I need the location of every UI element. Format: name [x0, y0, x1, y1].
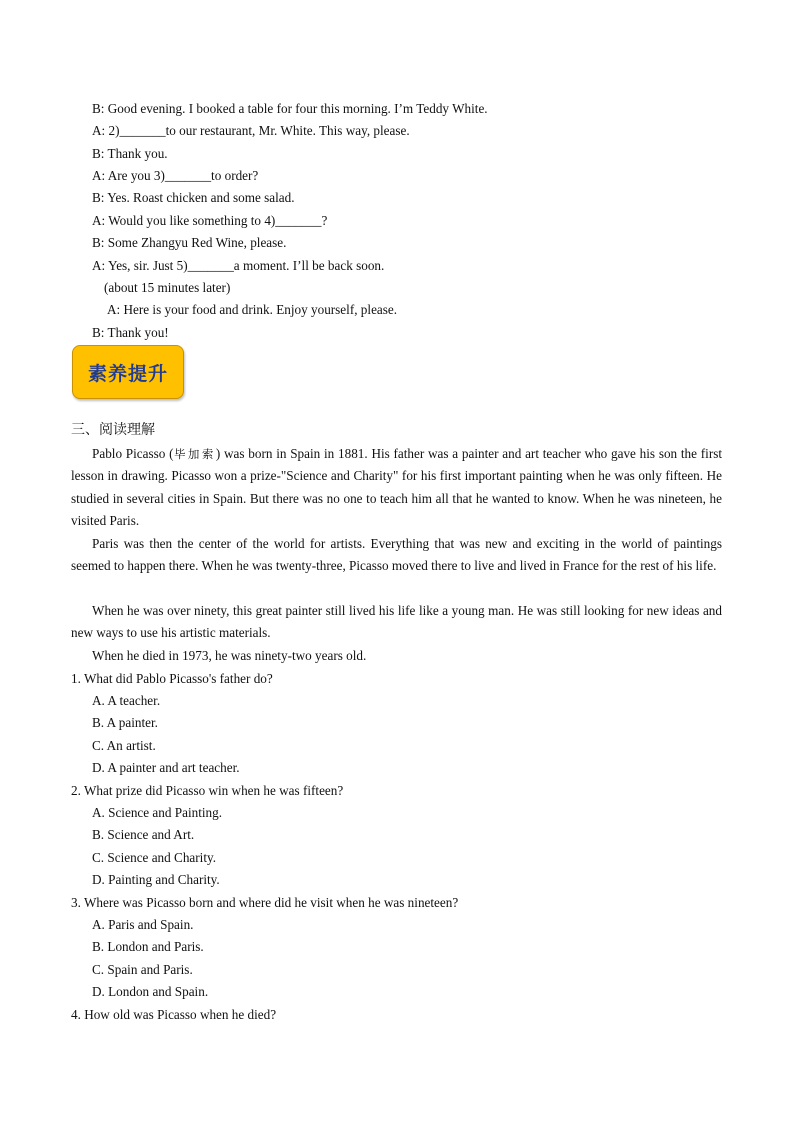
dialogue-line: A: Would you like something to 4)_______?: [92, 213, 328, 228]
dialogue-line: A: Are you 3)_______to order?: [92, 168, 259, 183]
question-option: C. An artist.: [92, 738, 156, 753]
question: 2. What prize did Picasso win when he was fifteen?: [71, 783, 344, 798]
passage-paragraph-4: When he died in 1973, he was ninety-two years old.: [92, 648, 367, 663]
question: 3. Where was Picasso born and where did he visit when he was nineteen?: [71, 895, 459, 910]
question-option: A. Science and Painting.: [92, 805, 223, 820]
question-option: C. Science and Charity.: [92, 850, 217, 865]
dialogue-line: A: 2)_______to our restaurant, Mr. White. This way, please.: [92, 123, 410, 138]
question-option: B. London and Paris.: [92, 939, 204, 954]
dialogue-line: A: Here is your food and drink. Enjoy yourself, please.: [107, 302, 398, 317]
question-option: C. Spain and Paris.: [92, 962, 193, 977]
question: 1. What did Pablo Picasso's father do?: [71, 671, 273, 686]
dialogue-line: B: Good evening. I booked a table for four this morning. I’m Teddy White.: [92, 101, 488, 116]
dialogue-line: A: Yes, sir. Just 5)_______a moment. I’ll be back soon.: [92, 258, 385, 273]
question-option: B. A painter.: [92, 715, 158, 730]
passage-paragraph-3: When he was over ninety, this great painter still lived his life like a young man. He was still looking for new ideas and new ways to use his artistic materials.: [71, 603, 722, 641]
passage-text: Pablo Picasso (: [92, 446, 174, 461]
dialogue-line: B: Yes. Roast chicken and some salad.: [92, 190, 295, 205]
question-option: A. A teacher.: [92, 693, 161, 708]
passage-chinese-name: 毕加索: [173, 447, 216, 461]
question-option: D. Painting and Charity.: [92, 872, 220, 887]
dialogue-line: B: Thank you!: [92, 325, 169, 340]
dialogue-stage-direction: (about 15 minutes later): [104, 280, 231, 295]
question-option: D. A painter and art teacher.: [92, 760, 240, 775]
question-option: D. London and Spain.: [92, 984, 209, 999]
question: 4. How old was Picasso when he died?: [71, 1007, 277, 1022]
passage-paragraph-1: [71, 443, 722, 533]
passage-paragraph-2: Paris was then the center of the world for artists. Everything that was new and exciting in the world of paintings seemed to happen there. When he was twenty-three, Picasso moved there to live and lived in France for the rest of his life.: [71, 536, 722, 574]
dialogue-line: B: Thank you.: [92, 146, 168, 161]
section-badge-label: 素养提升: [87, 362, 168, 385]
dialogue-line: B: Some Zhangyu Red Wine, please.: [92, 235, 287, 250]
section-badge: [72, 345, 184, 399]
passage-text: ) was born in Spain in 1881. His father was a painter and art teacher who gave his son the first lesson in drawing. Picasso won a prize-"Science and Charity" for his first important painting when he was only fifteen. He studied in several cities in Spain. But there was no one to teach him all that he wanted to know. When he was nineteen, he visited Paris.: [71, 446, 723, 529]
section-title: 三、阅读理解: [71, 422, 155, 438]
question-option: B. Science and Art.: [92, 827, 195, 842]
question-option: A. Paris and Spain.: [92, 917, 194, 932]
